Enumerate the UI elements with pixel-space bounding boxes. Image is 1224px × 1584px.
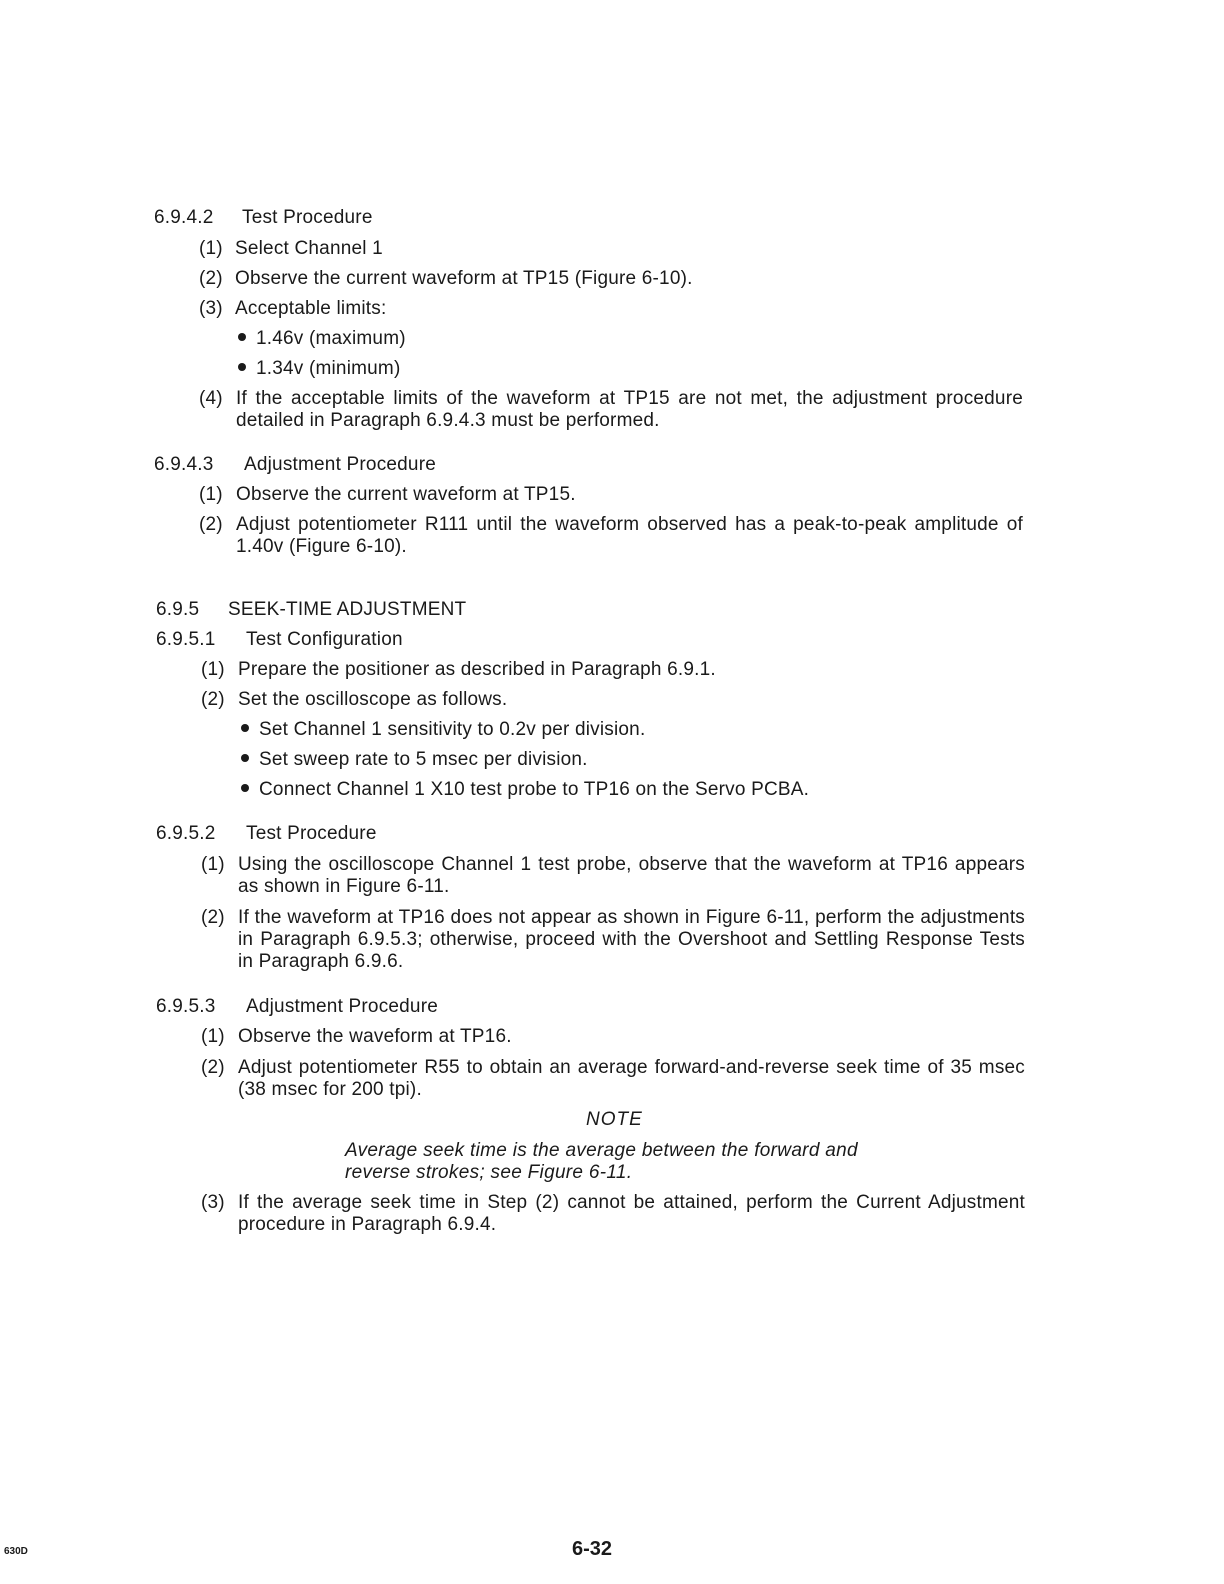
note-title: NOTE bbox=[586, 1109, 643, 1130]
section-title: Adjustment Procedure bbox=[244, 454, 436, 475]
step-text: If the average seek time in Step (2) cannot be attained, perform the Current Adjustment procedure in Paragraph 6.9.4. bbox=[238, 1192, 1025, 1235]
step-text: If the waveform at TP16 does not appear as shown in Figure 6-11, perform the adjustments in Paragraph 6.9.5.3; otherwise, proceed with the Overshoot and Settling Response Tests in Paragraph 6.9.6. bbox=[238, 907, 1025, 972]
step-marker: (2) bbox=[199, 514, 223, 535]
step-marker: (1) bbox=[199, 238, 223, 259]
bullet-icon bbox=[238, 333, 246, 341]
section-number: 6.9.4.2 bbox=[154, 207, 214, 228]
step-marker: (3) bbox=[201, 1192, 225, 1213]
step-item bbox=[201, 1057, 1027, 1101]
bullet-icon bbox=[241, 754, 249, 762]
step-text: If the acceptable limits of the waveform at TP15 are not met, the adjustment procedure detailed in Paragraph 6.9.4.3 must be performed. bbox=[236, 388, 1023, 431]
document-code: 630D bbox=[4, 1546, 28, 1557]
step-marker: (1) bbox=[201, 659, 225, 680]
section-title: Adjustment Procedure bbox=[246, 996, 438, 1017]
section-number: 6.9.5.3 bbox=[156, 996, 216, 1017]
section-heading bbox=[156, 598, 466, 622]
step-text: Adjust potentiometer R55 to obtain an average forward-and-reverse seek time of 35 msec (38 msec for 200 tpi). bbox=[238, 1057, 1025, 1100]
bullet-icon bbox=[241, 784, 249, 792]
step-text: Using the oscilloscope Channel 1 test probe, observe that the waveform at TP16 appears as shown in Figure 6-11. bbox=[238, 854, 1025, 897]
step-text: Observe the current waveform at TP15 (Figure 6-10). bbox=[235, 268, 693, 289]
section-heading bbox=[154, 206, 373, 230]
page-number: 6-32 bbox=[572, 1538, 613, 1560]
section-title: Test Procedure bbox=[246, 823, 377, 844]
section-heading bbox=[156, 822, 377, 846]
step-text: Acceptable limits: bbox=[235, 298, 387, 319]
step-item bbox=[201, 1192, 1027, 1236]
step-item bbox=[201, 854, 1027, 898]
section-heading bbox=[156, 628, 403, 652]
step-marker: (4) bbox=[199, 388, 223, 409]
step-text: Select Channel 1 bbox=[235, 238, 383, 259]
step-text: Observe the current waveform at TP15. bbox=[236, 484, 576, 505]
section-number: 6.9.4.3 bbox=[154, 454, 214, 475]
step-marker: (2) bbox=[201, 689, 225, 710]
section-number: 6.9.5 bbox=[156, 599, 200, 620]
note-body: Average seek time is the average between the forward and reverse strokes; see Figure 6-11. bbox=[345, 1140, 858, 1183]
section-number: 6.9.5.2 bbox=[156, 823, 216, 844]
bullet-text: Set Channel 1 sensitivity to 0.2v per division. bbox=[259, 719, 646, 740]
bullet-item bbox=[238, 327, 406, 351]
bullet-item bbox=[241, 718, 645, 742]
step-marker: (2) bbox=[201, 907, 225, 928]
bullet-text: Set sweep rate to 5 msec per division. bbox=[259, 749, 588, 770]
section-heading bbox=[156, 995, 438, 1019]
section-title: SEEK-TIME ADJUSTMENT bbox=[228, 599, 467, 620]
bullet-item bbox=[241, 748, 588, 772]
bullet-text: Connect Channel 1 X10 test probe to TP16 on the Servo PCBA. bbox=[259, 779, 810, 800]
bullet-item bbox=[241, 778, 809, 802]
section-heading bbox=[154, 453, 436, 477]
step-marker: (3) bbox=[199, 298, 223, 319]
step-marker: (1) bbox=[201, 854, 225, 875]
step-marker: (2) bbox=[199, 268, 223, 289]
section-title: Test Configuration bbox=[246, 629, 403, 650]
bullet-text: 1.46v (maximum) bbox=[256, 328, 406, 349]
step-text: Adjust potentiometer R111 until the waveform observed has a peak-to-peak amplitude of 1.40v (Figure 6-10). bbox=[236, 514, 1023, 557]
step-item bbox=[201, 907, 1027, 973]
step-marker: (2) bbox=[201, 1057, 225, 1078]
step-marker: (1) bbox=[201, 1026, 225, 1047]
bullet-icon bbox=[241, 724, 249, 732]
step-text: Observe the waveform at TP16. bbox=[238, 1026, 512, 1047]
section-title: Test Procedure bbox=[242, 207, 373, 228]
bullet-text: 1.34v (minimum) bbox=[256, 358, 401, 379]
section-number: 6.9.5.1 bbox=[156, 629, 216, 650]
step-item bbox=[199, 514, 1025, 558]
step-item bbox=[199, 388, 1025, 432]
step-text: Set the oscilloscope as follows. bbox=[238, 689, 508, 710]
bullet-icon bbox=[238, 363, 246, 371]
step-marker: (1) bbox=[199, 484, 223, 505]
step-text: Prepare the positioner as described in Paragraph 6.9.1. bbox=[238, 659, 716, 680]
bullet-item bbox=[238, 357, 400, 381]
